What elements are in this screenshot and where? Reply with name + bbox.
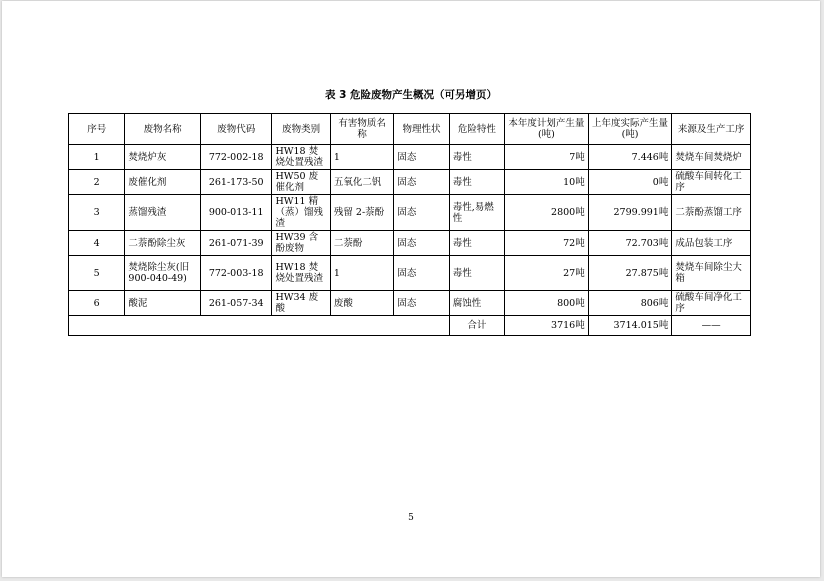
table-row (69, 231, 751, 256)
waste-category: HW18 焚烧处置残渣 (272, 256, 330, 291)
hazardous-substance: 1 (330, 145, 393, 170)
actual-amount: 72.703吨 (588, 231, 672, 256)
table-row (69, 170, 751, 195)
header-cell: 废物名称 (125, 114, 201, 145)
waste-category: HW39 含酚废物 (272, 231, 330, 256)
row-number: 2 (69, 170, 125, 195)
planned-amount: 27吨 (505, 256, 589, 291)
header-cell: 废物代码 (200, 114, 272, 145)
actual-amount: 0吨 (588, 170, 672, 195)
hazardous-substance: 废酸 (330, 291, 393, 316)
waste-name: 焚烧除尘灰(旧 900-040-49) (125, 256, 201, 291)
waste-category: HW50 废催化剂 (272, 170, 330, 195)
row-number: 1 (69, 145, 125, 170)
total-planned: 3716吨 (505, 316, 589, 336)
waste-code: 261-071-39 (200, 231, 272, 256)
source-process: 成品包装工序 (672, 231, 751, 256)
source-process: 焚烧车间除尘大箱 (672, 256, 751, 291)
row-number: 3 (69, 195, 125, 231)
header-cell: 本年度计划产生量(吨) (505, 114, 589, 145)
hazard-property: 腐蚀性 (449, 291, 504, 316)
table-row (69, 145, 751, 170)
total-actual: 3714.015吨 (588, 316, 672, 336)
header-cell: 有害物质名称 (330, 114, 393, 145)
hazardous-substance: 二萘酚 (330, 231, 393, 256)
header-cell: 物理性状 (394, 114, 449, 145)
row-number: 5 (69, 256, 125, 291)
row-number: 6 (69, 291, 125, 316)
waste-code: 261-173-50 (200, 170, 272, 195)
header-cell: 序号 (69, 114, 125, 145)
total-blank-cell (69, 316, 450, 336)
table-row (69, 291, 751, 316)
waste-category: HW34 废酸 (272, 291, 330, 316)
hazardous-waste-table (68, 113, 751, 336)
actual-amount: 2799.991吨 (588, 195, 672, 231)
table-row (69, 256, 751, 291)
hazard-property: 毒性 (449, 170, 504, 195)
waste-name: 焚烧炉灰 (125, 145, 201, 170)
physical-state: 固态 (394, 195, 449, 231)
hazardous-substance: 五氧化二钒 (330, 170, 393, 195)
table-row (69, 195, 751, 231)
planned-amount: 2800吨 (505, 195, 589, 231)
hazard-property: 毒性 (449, 145, 504, 170)
waste-code: 900-013-11 (200, 195, 272, 231)
physical-state: 固态 (394, 291, 449, 316)
waste-name: 蒸馏残渣 (125, 195, 201, 231)
physical-state: 固态 (394, 170, 449, 195)
hazard-property: 毒性 (449, 256, 504, 291)
hazard-property: 毒性 (449, 231, 504, 256)
waste-category: HW11 精（蒸）馏残渣 (272, 195, 330, 231)
hazardous-substance: 残留 2-萘酚 (330, 195, 393, 231)
row-number: 4 (69, 231, 125, 256)
source-process: 硫酸车间净化工序 (672, 291, 751, 316)
actual-amount: 7.446吨 (588, 145, 672, 170)
waste-name: 酸泥 (125, 291, 201, 316)
waste-name: 废催化剂 (125, 170, 201, 195)
actual-amount: 27.875吨 (588, 256, 672, 291)
header-cell: 危险特性 (449, 114, 504, 145)
physical-state: 固态 (394, 231, 449, 256)
hazard-property: 毒性,易燃性 (449, 195, 504, 231)
waste-code: 261-057-34 (200, 291, 272, 316)
header-cell: 废物类别 (272, 114, 330, 145)
table-header-row (69, 114, 751, 145)
planned-amount: 72吨 (505, 231, 589, 256)
source-process: 硫酸车间转化工序 (672, 170, 751, 195)
waste-name: 二萘酚除尘灰 (125, 231, 201, 256)
document-page (2, 1, 820, 577)
table-title: 表 3 危险废物产生概况（可另增页） (324, 89, 498, 101)
hazardous-substance: 1 (330, 256, 393, 291)
header-cell: 上年度实际产生量(吨) (588, 114, 672, 145)
planned-amount: 10吨 (505, 170, 589, 195)
waste-code: 772-002-18 (200, 145, 272, 170)
page-number: 5 (408, 513, 414, 523)
physical-state: 固态 (394, 256, 449, 291)
total-row (69, 316, 751, 336)
waste-category: HW18 焚烧处置残渣 (272, 145, 330, 170)
header-cell: 来源及生产工序 (672, 114, 751, 145)
physical-state: 固态 (394, 145, 449, 170)
planned-amount: 7吨 (505, 145, 589, 170)
total-source: —— (672, 316, 751, 336)
actual-amount: 806吨 (588, 291, 672, 316)
planned-amount: 800吨 (505, 291, 589, 316)
source-process: 二萘酚蒸馏工序 (672, 195, 751, 231)
total-label: 合计 (449, 316, 504, 336)
source-process: 焚烧车间焚烧炉 (672, 145, 751, 170)
waste-code: 772-003-18 (200, 256, 272, 291)
